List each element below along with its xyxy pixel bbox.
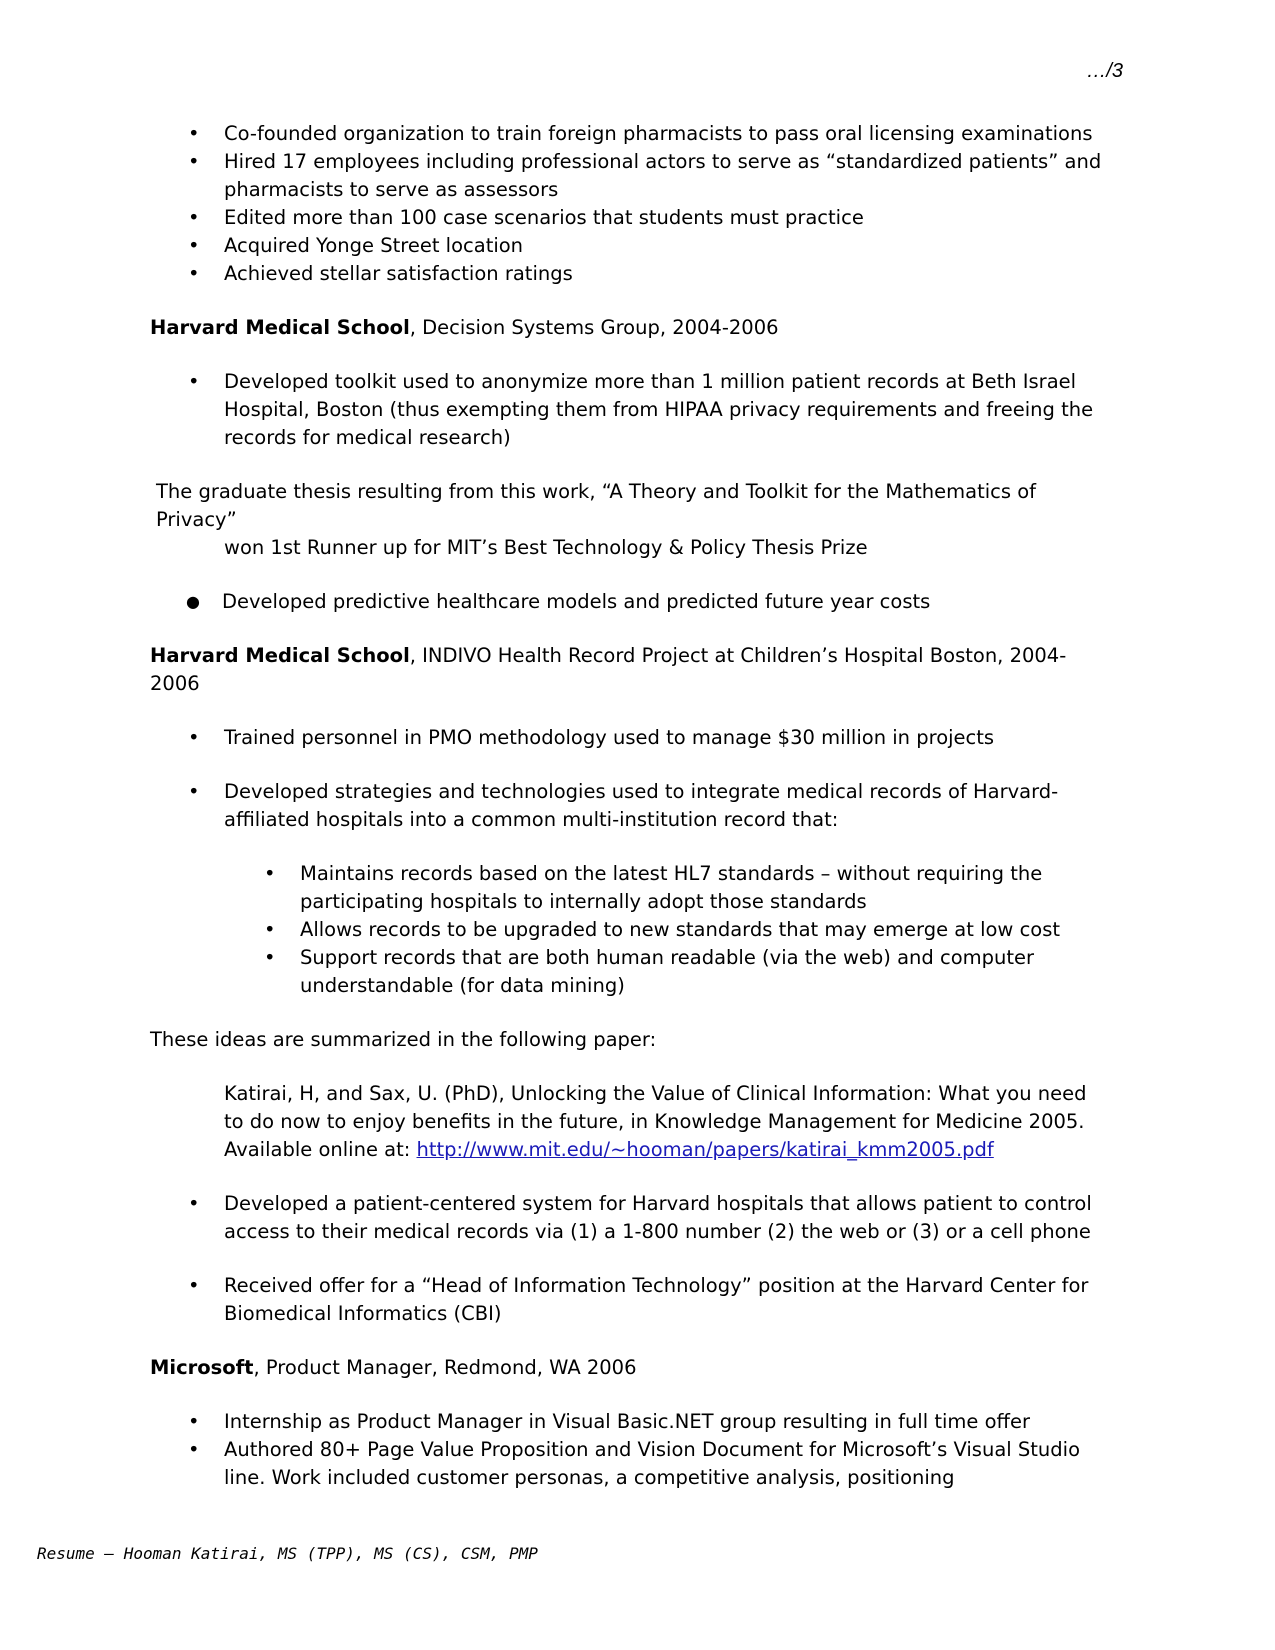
list-item: • Authored 80+ Page Value Proposition and Vision Document for Microsoft’s Visual Studio line. Work included customer personas, a competitive analysis, positioning — [150, 1436, 1110, 1492]
list-item: • Support records that are both human readable (via the web) and computer understandable (for data mining) — [150, 944, 1110, 1000]
list-item: • Maintains records based on the latest HL7 standards – without requiring the participating hospitals to internally adopt those standards — [150, 860, 1110, 916]
job-heading-microsoft — [150, 1354, 1110, 1382]
list-item: • Hired 17 employees including professional actors to serve as “standardized patients” and pharmacists to serve as assessors — [150, 148, 1110, 204]
thesis-line-2: won 1st Runner up for MIT’s Best Technology & Policy Thesis Prize — [224, 536, 868, 559]
list-item: • Allows records to be upgraded to new standards that may emerge at low cost — [150, 916, 1110, 944]
list-item: • Edited more than 100 case scenarios that students must practice — [150, 204, 1110, 232]
list-item: • Internship as Product Manager in Visual Basic.NET group resulting in full time offer — [150, 1408, 1110, 1436]
page-footer: Resume – Hooman Katirai, MS (TPP), MS (CS), CSM, PMP — [37, 1544, 538, 1563]
dsg-bullets — [150, 368, 1110, 452]
dsg-bullets-2 — [150, 588, 1110, 616]
indivo-bullet-c — [150, 1190, 1110, 1246]
thesis-line-1: The graduate thesis resulting from this work, “A Theory and Toolkit for the Mathematics of Privacy” — [156, 480, 1037, 531]
indivo-sub-bullets — [150, 860, 1110, 1000]
list-item: ● Developed predictive healthcare models and predicted future year costs — [150, 588, 1110, 616]
page-marker: …/3 — [1086, 60, 1123, 82]
list-item: • Received offer for a “Head of Information Technology” position at the Harvard Center for Biomedical Informatics (CBI) — [150, 1272, 1110, 1328]
org-name: Harvard Medical School — [150, 316, 410, 339]
pharmacy-bullets — [150, 120, 1110, 288]
resume-content — [150, 120, 1110, 1492]
job-heading-indivo — [150, 642, 1110, 698]
list-item: • Trained personnel in PMO methodology used to manage $30 million in projects — [150, 724, 1110, 752]
list-item: • Developed toolkit used to anonymize more than 1 million patient records at Beth Israel Hospital, Boston (thus exempting them from HIPAA privacy requirements and freeing the records for medical research) — [150, 368, 1110, 452]
list-item: • Acquired Yonge Street location — [150, 232, 1110, 260]
indivo-bullet-a — [150, 724, 1110, 752]
microsoft-bullets — [150, 1408, 1110, 1492]
job-detail: , INDIVO Health Record Project at Children’s Hospital Boston, 2004-2006 — [150, 644, 1067, 695]
list-item: • Developed a patient-centered system for Harvard hospitals that allows patient to control access to their medical records via (1) a 1-800 number (2) the web or (3) or a cell phone — [150, 1190, 1110, 1246]
org-name: Microsoft — [150, 1356, 254, 1379]
paper-citation: Katirai, H, and Sax, U. (PhD), Unlocking the Value of Clinical Information: What you need to do now to enjoy benefits in the future, in Knowledge Management for Medicine 2005. — [224, 1082, 1087, 1133]
list-item: • Co-founded organization to train foreign pharmacists to pass oral licensing examinations — [150, 120, 1110, 148]
job-detail: , Decision Systems Group, 2004-2006 — [409, 316, 779, 339]
list-item: • Developed strategies and technologies used to integrate medical records of Harvard-affiliated hospitals into a common multi-institution record that: — [150, 778, 1110, 834]
list-item: • Achieved stellar satisfaction ratings — [150, 260, 1110, 288]
thesis-note — [150, 478, 1110, 562]
job-heading-dsg — [150, 314, 1110, 342]
paper-citation-block — [150, 1080, 1110, 1164]
job-detail: , Product Manager, Redmond, WA 2006 — [253, 1356, 637, 1379]
paper-available-label: Available online at: — [224, 1138, 417, 1161]
paper-intro: These ideas are summarized in the following paper: — [150, 1028, 657, 1051]
indivo-bullet-b — [150, 778, 1110, 834]
paper-link[interactable]: http://www.mit.edu/~hooman/papers/katirai_kmm2005.pdf — [416, 1138, 994, 1161]
org-name: Harvard Medical School — [150, 644, 410, 667]
indivo-bullet-d — [150, 1272, 1110, 1328]
